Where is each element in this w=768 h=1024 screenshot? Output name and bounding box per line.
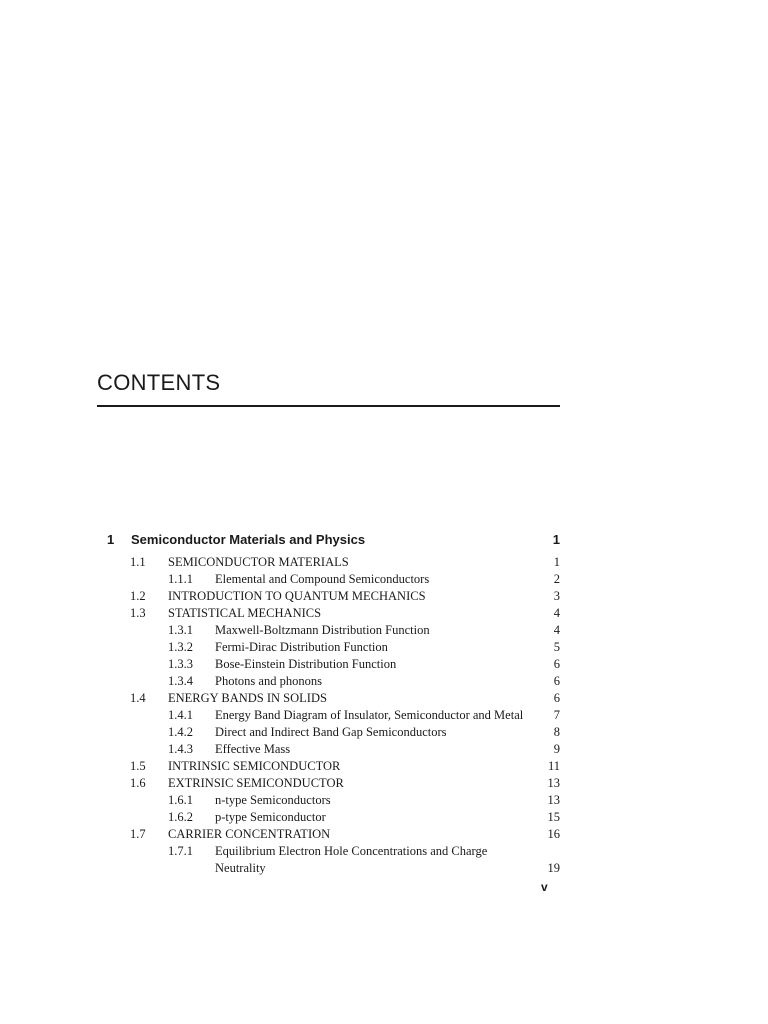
entry-number: 1.1 [130, 555, 146, 569]
entry-number: 1.3.3 [168, 657, 193, 671]
chapter-entry[interactable] [107, 532, 560, 550]
toc-subsection-entry[interactable] [0, 622, 768, 639]
toc-subsection-entry[interactable] [0, 571, 768, 588]
entry-title: Fermi-Dirac Distribution Function [215, 640, 388, 654]
entry-page: 2 [553, 572, 560, 586]
toc-section-entry[interactable] [0, 588, 768, 605]
entry-title: Bose-Einstein Distribution Function [215, 657, 397, 671]
entry-page: 13 [547, 776, 560, 790]
entry-title: n-type Semiconductors [215, 793, 331, 807]
entry-title: Effective Mass [215, 742, 291, 756]
entry-page: 4 [553, 623, 560, 637]
toc-subsection-entry[interactable] [0, 809, 768, 826]
entry-title: Equilibrium Electron Hole Concentrations and Charge Neutrality [215, 844, 488, 875]
entry-page: 5 [553, 640, 560, 654]
toc-subsection-entry[interactable] [0, 843, 768, 877]
entry-title: INTRODUCTION TO QUANTUM MECHANICS [168, 589, 426, 603]
toc-section-entry[interactable] [0, 554, 768, 571]
entry-title: CARRIER CONCENTRATION [168, 827, 331, 841]
toc-subsection-entry[interactable] [0, 741, 768, 758]
entry-title: INTRINSIC SEMICONDUCTOR [168, 759, 341, 773]
entry-number: 1.3.2 [168, 640, 193, 654]
toc-subsection-entry[interactable] [0, 639, 768, 656]
entry-number: 1.6.1 [168, 793, 193, 807]
entry-number: 1.6 [130, 776, 146, 790]
entry-title: Energy Band Diagram of Insulator, Semiconductor and Metal [215, 708, 524, 722]
entry-number: 1.5 [130, 759, 146, 773]
entry-title: EXTRINSIC SEMICONDUCTOR [168, 776, 344, 790]
chapter-title: Semiconductor Materials and Physics [131, 532, 366, 547]
entry-title: Elemental and Compound Semiconductors [215, 572, 430, 586]
entry-page: 4 [553, 606, 560, 620]
entry-number: 1.7 [130, 827, 146, 841]
entry-page: 6 [553, 657, 560, 671]
entry-number: 1.4.1 [168, 708, 193, 722]
entry-page: 15 [547, 810, 560, 824]
entry-number: 1.3 [130, 606, 146, 620]
toc-subsection-entry[interactable] [0, 792, 768, 809]
entry-title: SEMICONDUCTOR MATERIALS [168, 555, 349, 569]
contents-heading: CONTENTS [97, 370, 221, 395]
entry-title: Photons and phonons [215, 674, 322, 688]
entry-number: 1.4 [130, 691, 146, 705]
entry-title: ENERGY BANDS IN SOLIDS [168, 691, 327, 705]
entry-number: 1.4.3 [168, 742, 193, 756]
entry-title: Maxwell-Boltzmann Distribution Function [215, 623, 430, 637]
entry-page: 3 [553, 589, 560, 603]
entry-title: STATISTICAL MECHANICS [168, 606, 322, 620]
entry-number: 1.1.1 [168, 572, 193, 586]
entry-page: 11 [547, 759, 560, 773]
toc-subsection-entry[interactable] [0, 707, 768, 724]
entry-title: Direct and Indirect Band Gap Semiconductors [215, 725, 447, 739]
entry-page: 6 [553, 691, 560, 705]
entry-number: 1.7.1 [168, 844, 193, 858]
toc-subsection-entry[interactable] [0, 673, 768, 690]
entry-title: p-type Semiconductor [215, 810, 326, 824]
entry-page: 9 [553, 742, 560, 756]
toc-section-entry[interactable] [0, 690, 768, 707]
toc-section-entry[interactable] [0, 758, 768, 775]
toc-section-entry[interactable] [0, 826, 768, 843]
entry-page: 8 [553, 725, 560, 739]
toc-section-entry[interactable] [0, 605, 768, 622]
entry-page: 1 [553, 555, 560, 569]
entry-number: 1.4.2 [168, 725, 193, 739]
entry-number: 1.3.1 [168, 623, 193, 637]
entry-page: 6 [553, 674, 560, 688]
chapter-page: 1 [552, 532, 560, 547]
toc-subsection-entry[interactable] [0, 724, 768, 741]
toc-entries [0, 554, 768, 877]
entry-page: 16 [547, 827, 560, 841]
page-folio: v [541, 880, 548, 894]
chapter-number: 1 [107, 532, 115, 547]
entry-number: 1.3.4 [168, 674, 193, 688]
entry-number: 1.6.2 [168, 810, 193, 824]
entry-page: 13 [547, 793, 560, 807]
entry-number: 1.2 [130, 589, 146, 603]
heading-rule [97, 405, 560, 407]
toc-section-entry[interactable] [0, 775, 768, 792]
entry-page: 19 [547, 861, 560, 875]
entry-page: 7 [553, 708, 560, 722]
toc-subsection-entry[interactable] [0, 656, 768, 673]
